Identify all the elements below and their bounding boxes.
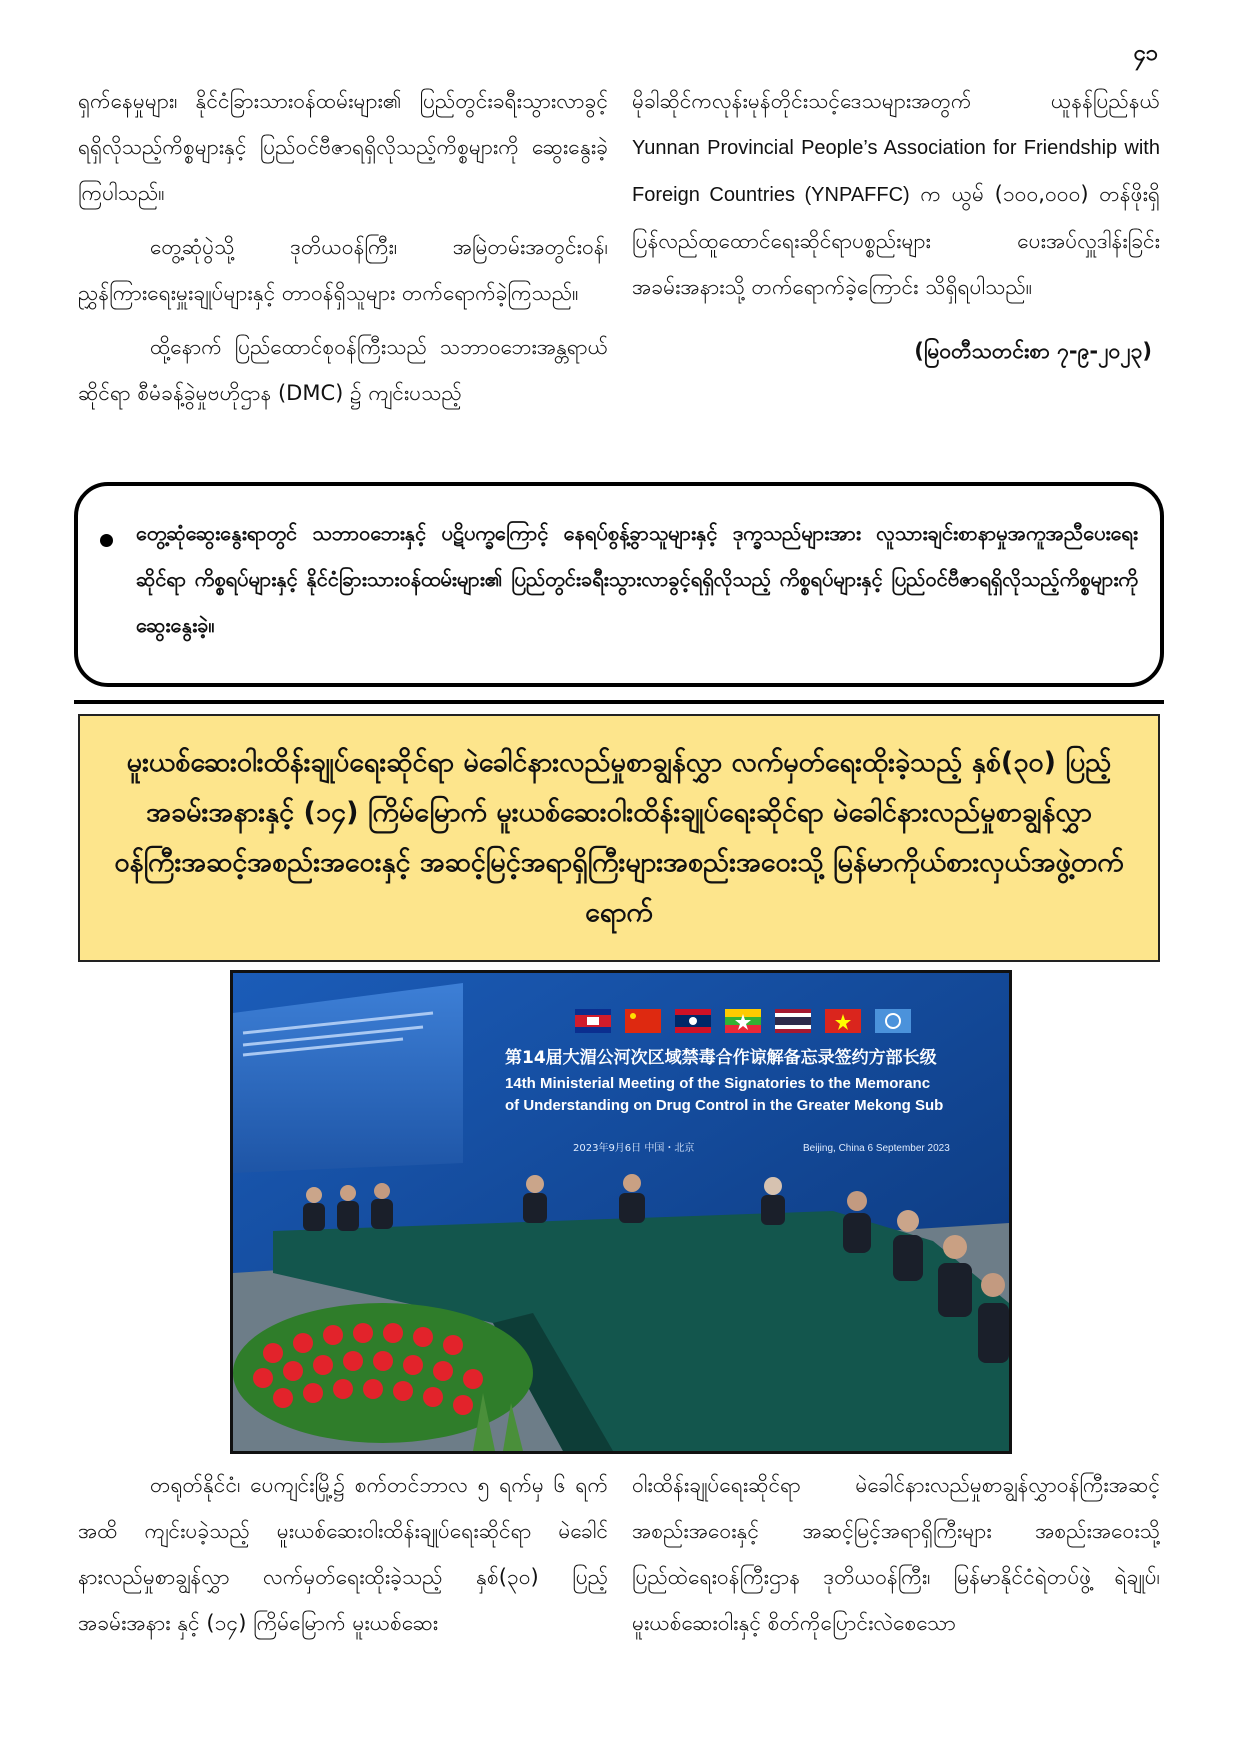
bottom-right-column	[632, 1462, 1160, 1654]
thailand-flag-icon	[775, 1009, 811, 1033]
date-english: Beijing, China 6 September 2023	[803, 1143, 950, 1154]
summary-box	[74, 482, 1164, 687]
summary-text: တွေ့ဆုံဆွေးနွေးရာတွင် သဘာဝဘေးနှင့် ပဋိပက္ခကြောင့် နေရပ်စွန့်ခွာသူများနှင့် ဒုက္ခသည်များအား လူသားချင်းစာနာမှုအကူအညီပေးရေးဆိုင်ရာ ကိစ္စရပ်များနှင့် နိုင်ငံခြားသားဝန်ထမ်းများ၏ ပြည်တွင်းခရီးသွားလာခွင့်ရရှိလိုသည့် ကိစ္စရပ်များနှင့် ပြည်ဝင်ဗီဇာရရှိလိုသည့်ကိစ္စများကို ဆွေးနွေးခဲ့။	[136, 521, 1138, 637]
laos-flag-icon	[675, 1009, 711, 1033]
date-chinese: 2023年9月6日 中国・北京	[573, 1143, 695, 1154]
paragraph: ဝါးထိန်းချုပ်ရေးဆိုင်ရာ မဲခေါင်နားလည်မှုစာချွန်လွှာဝန်ကြီးအဆင့်အစည်းအဝေးနှင့် အဆင့်မြင့်အရာရှိကြီးများ အစည်းအဝေးသို့ ပြည်ထဲရေးဝန်ကြီးဌာန ဒုတိယဝန်ကြီး၊ မြန်မာနိုင်ငံရဲတပ်ဖွဲ့ ရဲချုပ်၊ မူးယစ်ဆေးဝါးနှင့် စိတ်ကိုပြောင်းလဲစေသော	[632, 1473, 1160, 1635]
top-right-column	[632, 78, 1160, 382]
bullet-icon	[100, 534, 113, 547]
banner-chinese: 第14届大湄公河次区域禁毒合作谅解备忘录签约方部长级	[505, 1048, 937, 1068]
paragraph-line: က ယွမ် (၁၀၀,၀၀၀) တန်ဖိုးရှိ ပြန်လည်ထူထောင်ရေးဆိုင်ရာပစ္စည်းများ ပေးအပ်လှူဒါန်းခြင်း အခမ်းအနားသို့ တက်ရောက်ခဲ့ကြောင်း သိရှိရပါသည်။	[632, 182, 1160, 299]
myanmar-flag-icon	[725, 1009, 761, 1033]
paragraph: ရှက်နေမှုများ၊ နိုင်ငံခြားသားဝန်ထမ်းများ၏ ပြည်တွင်းခရီးသွားလာခွင့်ရရှိလိုသည့်ကိစ္စများနှင့် ပြည်ဝင်ဗီဇာရရှိလိုသည့်ကိစ္စများကို ဆွေးနွေးခဲ့ကြပါသည်။	[78, 89, 608, 205]
paragraph	[632, 78, 1160, 310]
meeting-photo	[230, 970, 1012, 1454]
bottom-left-column	[78, 1462, 608, 1654]
china-flag-icon	[625, 1009, 661, 1033]
page-number: ၄၁	[1133, 41, 1158, 66]
paragraph: တရုတ်နိုင်ငံ၊ ပေကျင်းမြို့၌ စက်တင်ဘာလ ၅ ရက်မှ ၆ ရက်အထိ ကျင်းပခဲ့သည့် မူးယစ်ဆေးဝါးထိန်းချုပ်ရေးဆိုင်ရာ မဲခေါင်နားလည်မှုစာချွန်လွှာ လက်မှတ်ရေးထိုးခဲ့သည့် နှစ်(၃၀) ပြည့် အခမ်းအနား နှင့် (၁၄) ကြိမ်မြောက် မူးယစ်ဆေး	[78, 1473, 608, 1635]
paragraph-line: မိုခါဆိုင်ကလုန်းမုန်တိုင်းသင့်ဒေသများအတွက် ယူနန်ပြည်နယ်	[632, 89, 1160, 113]
headline-box	[78, 714, 1160, 962]
divider	[74, 700, 1164, 704]
cambodia-flag-icon	[575, 1009, 611, 1033]
paragraph: တွေ့ဆုံပွဲသို့ ဒုတိယဝန်ကြီး၊ အမြဲတမ်းအတွင်းဝန်၊ ညွှန်ကြားရေးမှူးချုပ်များနှင့် တာဝန်ရှိသူများ တက်ရောက်ခဲ့ကြသည်။	[78, 235, 608, 305]
paragraph: ထို့နောက် ပြည်ထောင်စုဝန်ကြီးသည် သဘာဝဘေးအန္တရာယ်ဆိုင်ရာ စီမံခန့်ခွဲမှုဗဟိုဌာန (DMC) ၌ ကျင်းပသည့်	[78, 335, 608, 405]
headline: မူးယစ်ဆေးဝါးထိန်းချုပ်ရေးဆိုင်ရာ မဲခေါင်နားလည်မှုစာချွန်လွှာ လက်မှတ်ရေးထိုးခဲ့သည့် နှစ်(၃၀) ပြည့် အခမ်းအနားနှင့် (၁၄) ကြိမ်မြောက် မူးယစ်ဆေးဝါးထိန်းချုပ်ရေးဆိုင်ရာ မဲခေါင်နားလည်မှုစာချွန်လွှာ ဝန်ကြီးအဆင့်အစည်းအဝေးနှင့် အဆင့်မြင့်အရာရှိကြီးများအစည်းအဝေးသို့ မြန်မာကိုယ်စားလှယ်အဖွဲ့တက်ရောက်	[114, 747, 1124, 928]
source-citation: (မြဝတီသတင်းစာ ၇-၉-၂၀၂၃)	[914, 339, 1152, 363]
un-flag-icon	[875, 1009, 911, 1033]
flags	[575, 1009, 911, 1033]
side-screen	[233, 983, 463, 1173]
banner-english-2: of Understanding on Drug Control in the Greater Mekong Sub	[505, 1097, 944, 1114]
english-organization-name: Yunnan Provincial People’s Association for Friendship with Foreign Countries (YNPAFFC)	[632, 137, 1160, 206]
top-left-column	[78, 78, 608, 424]
vietnam-flag-icon	[825, 1009, 861, 1033]
banner-english-1: 14th Ministerial Meeting of the Signatories to the Memoranc	[505, 1075, 931, 1092]
